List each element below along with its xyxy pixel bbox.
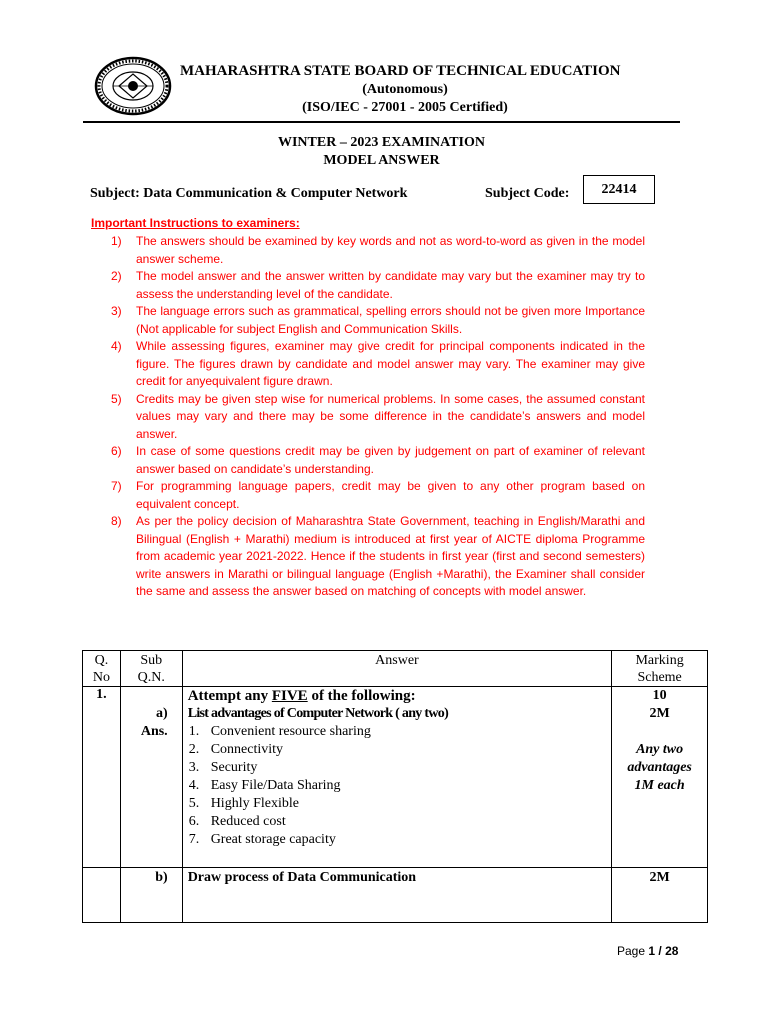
answer-table [82,650,708,923]
question-title: List advantages of Computer Network ( any two) [187,706,449,721]
marking-note: Any two [636,742,684,757]
instruction-number: 1) [111,234,122,248]
instruction-text: The answers should be examined by key words and not as word-to-word as given in the model answer scheme. [136,234,645,266]
instruction-text: The model answer and the answer written by candidate may vary but the examiner may try to assess the understanding level of the candidate. [136,269,645,301]
marking-note: advantages [627,760,692,775]
subject-code-box: 22414 [583,175,655,204]
instruction-number: 4) [111,339,122,353]
subquestion-label: a) [156,706,168,721]
subject-code-label: Subject Code: [485,186,570,201]
header-divider [83,121,680,123]
subquestion-cell [120,687,182,868]
instruction-number: 3) [111,304,122,318]
marking-note: 1M each [634,778,685,793]
question-marks: 2M [612,868,708,923]
certification-label: (ISO/IEC - 27001 - 2005 Certified) [302,100,508,115]
subquestion-label: b) [120,868,182,923]
answer-cell [182,687,612,868]
total-marks: 10 [652,688,667,703]
msbte-seal-logo [94,56,172,116]
header-qno: Q. No [83,651,121,687]
question-title: Draw process of Data Communication [182,868,612,923]
question-number [83,868,121,923]
list-item: 6. Reduced cost [188,814,286,829]
header-answer: Answer [182,651,612,687]
table-row [83,868,708,923]
instruction-item [111,338,645,391]
instruction-text: The language errors such as grammatical, spelling errors should not be given more Importance (Not applicable for subject English and Communication Skills. [136,304,645,336]
instruction-number: 8) [111,514,122,528]
question-marks: 2M [649,706,670,721]
instruction-text: In case of some questions credit may be given by judgement on part of examiner of relevant answer based on candidate’s understanding. [136,444,645,476]
attempt-instruction: Attempt any FIVE of the following: [187,688,416,704]
instruction-item [111,303,645,338]
autonomous-label: (Autonomous) [362,82,448,97]
list-item: 3. Security [188,760,258,775]
list-item: 7. Great storage capacity [188,832,336,847]
list-item: 5. Highly Flexible [188,796,299,811]
table-row [83,687,708,868]
instruction-text: As per the policy decision of Maharashtra State Government, teaching in English/Marathi and Bilingual (English + Marathi) medium is introduced at first year of AICTE diploma Programme from academic year 2021-2022. Hence if the students in first year (first and second semesters) write answers in Marathi or bilingual language (English +Marathi), the Examiner shall consider the same and assess the answer based on matching of concepts with model answer. [136,514,645,598]
answer-list [188,723,612,849]
marking-cell [612,687,708,868]
header-subqn: Sub Q.N. [120,651,182,687]
instruction-number: 6) [111,444,122,458]
instruction-item [111,268,645,303]
list-item: 1. Convenient resource sharing [188,724,371,739]
question-number: 1. [83,687,121,868]
instruction-item [111,443,645,478]
instruction-item [111,233,645,268]
instruction-item [111,478,645,513]
instruction-item [111,513,645,601]
table-header-row [83,651,708,687]
instruction-text: While assessing figures, examiner may give credit for principal components indicated in the figure. The figures drawn by candidate and model answer may vary. The examiner may give credit for anyequivalent figure drawn. [136,339,645,388]
instruction-number: 7) [111,479,122,493]
instructions-heading: Important Instructions to examiners: [91,216,300,230]
header-marking: Marking Scheme [612,651,708,687]
instruction-item [111,391,645,444]
instruction-number: 5) [111,391,122,406]
exam-title: WINTER – 2023 EXAMINATION [277,135,486,150]
document-type: MODEL ANSWER [323,153,440,168]
subject-name: Subject: Data Communication & Computer Network [90,186,408,201]
instruction-text: For programming language papers, credit may be given to any other program based on equivalent concept. [136,479,645,511]
instruction-number: 2) [111,269,122,283]
instructions-list [111,233,645,601]
instruction-text: Credits may be given step wise for numerical problems. In some cases, the assumed constant values may vary and there may be some difference in the candidate’s answers and model answer. [136,391,645,441]
list-item: 2. Connectivity [188,742,284,757]
ans-label: Ans. [140,724,168,739]
board-name: MAHARASHTRA STATE BOARD OF TECHNICAL EDUCATION [180,63,621,79]
page-number: Page 1 / 28 [617,944,679,958]
list-item: 4. Easy File/Data Sharing [188,778,341,793]
